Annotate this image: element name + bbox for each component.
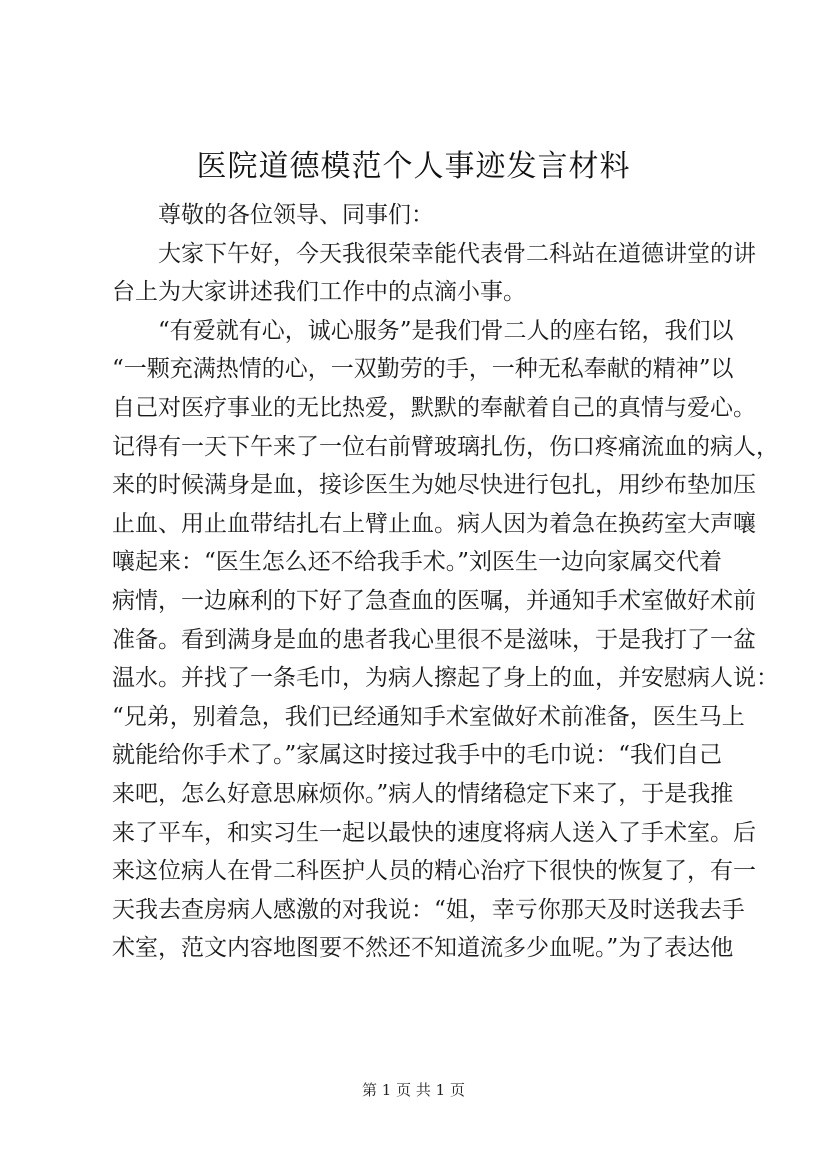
body-line: 天我去查房病人感激的对我说：“姐，幸亏你那天及时送我去手 [112,896,745,923]
document-body [112,196,779,968]
body-line: 来的时候满身是血，接诊医生为她尽快进行包扎，用纱布垫加压 [112,472,756,499]
body-line: 来吧，怎么好意思麻烦你。”病人的情绪稳定下来了，于是我推 [112,780,734,807]
page-footer: 第 1 页 共 1 页 [362,1081,465,1099]
document-title: 医院道德模范个人事迹发言材料 [196,149,631,184]
body-line: 自己对医疗事业的无比热爱，默默的奉献着自己的真情与爱心。 [112,394,756,421]
body-line: 术室，范文内容地图要不然还不知道流多少血呢。”为了表达他 [112,935,734,962]
body-line: “兄弟，别着急，我们已经通知手术室做好术前准备，医生马上 [112,703,745,730]
body-line: 来了平车，和实习生一起以最快的速度将病人送入了手术室。后 [112,819,756,846]
salutation-line: 尊敬的各位领导、同事们： [158,202,434,228]
body-line: 准备。看到满身是血的患者我心里很不是滋味，于是我打了一盆 [112,626,756,653]
body-line: 温水。并找了一条毛巾，为病人擦起了身上的血，并安慰病人说： [112,665,779,692]
body-line: 台上为大家讲述我们工作中的点滴小事。 [112,279,526,306]
body-line: “一颗充满热情的心，一双勤劳的手，一种无私奉献的精神”以 [112,356,734,383]
body-line: 大家下午好，今天我很荣幸能代表骨二科站在道德讲堂的讲 [158,240,756,267]
body-line: 就能给你手术了。”家属这时接过我手中的毛巾说：“我们自己 [112,742,723,769]
body-line: 止血、用止血带结扎右上臂止血。病人因为着急在换药室大声嚷 [112,510,756,537]
body-line: 嚷起来：“医生怎么还不给我手术。”刘医生一边向家属交代着 [112,549,723,576]
body-line: 来这位病人在骨二科医护人员的精心治疗下很快的恢复了，有一 [112,858,756,885]
body-line: 病情，一边麻利的下好了急查血的医嘱，并通知手术室做好术前 [112,587,756,614]
body-line: 记得有一天下午来了一位右前臂玻璃扎伤，伤口疼痛流血的病人， [112,433,779,460]
body-line: “有爱就有心，诚心服务”是我们骨二人的座右铭，我们以 [158,317,734,344]
